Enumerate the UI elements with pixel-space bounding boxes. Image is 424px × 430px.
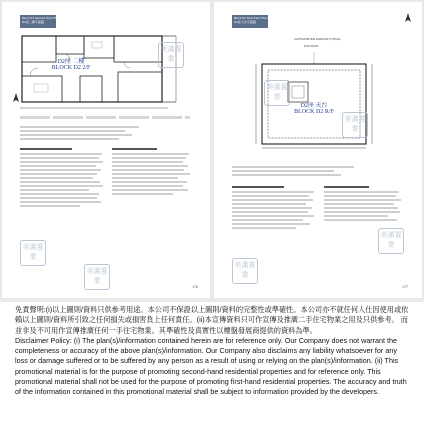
block-label-zh: D2座 二樓 (57, 59, 85, 65)
floor-plan-drawing (20, 32, 180, 112)
watermark-logo (20, 240, 46, 266)
disclaimer-en: Disclaimer Policy: (i) The plan(s)/information contained herein are for reference only. Our Company does not warrant the completeness or accuracy of the above plan(s)/information. Our Company also disclaims any liability whatsoever for any loss or damage suffered or to be suffered by any person as a result of using or relying on the plan(s)/information. (ii) This promotional material is for the purpose of promoting second-hand residential properties and for reference only. This promotional material shall not be used for the purpose of promoting first-hand residential properties. The accuracy and truth of the information contained in this promotional material shall be subject to information provided by the developers. (15, 335, 407, 397)
header-zh: D2座天台平面圖 (234, 20, 256, 24)
notes-column-zh (112, 148, 194, 197)
watermark-logo (264, 80, 290, 106)
page-header (20, 15, 60, 28)
block-label (46, 56, 96, 71)
watermark-logo (84, 264, 110, 290)
header-zh: D2座二樓平面圖 (22, 20, 44, 24)
block-label (286, 100, 342, 115)
watermark-text: 美滿置業 (266, 84, 288, 101)
annotation-flat-roof: FLAT ROOF (304, 45, 319, 48)
page-number: 177 (402, 285, 408, 289)
watermark-text: 美滿置業 (234, 262, 256, 279)
legend-block (232, 166, 402, 180)
disclaimer (15, 305, 411, 398)
disclaimer-zh: 免責聲明:(i)以上圖則/資料只供參考用途。本公司不保證以上圖則/資料的完整性或準確性。本公司亦不就任何人仕因使用或依賴以上圖則/資料所引致之任何損失或損害負上任何責任。(ii)本宣傳資料只可作宣傳及推廣二手住宅物業之用及只供參考。 而並非及不可用作宣傳推廣任何一手住宅物業。其準確性及真實性以樓盤發展商提供的資料為準。 (15, 305, 409, 335)
watermark-text: 美滿置業 (86, 268, 108, 285)
watermark-logo (158, 42, 184, 68)
watermark-text: 美滿置業 (22, 244, 44, 261)
page-number: 176 (192, 285, 198, 289)
north-arrow-icon (402, 12, 414, 24)
notes-column-en (232, 186, 318, 231)
watermark-text: 美滿置業 (344, 116, 366, 133)
left-floor-plan-page (2, 2, 210, 298)
legend-block (20, 126, 190, 144)
north-arrow-icon (10, 92, 22, 104)
plan-notes (20, 116, 190, 119)
watermark-text: 美滿置業 (380, 232, 402, 249)
watermark-text: 美滿置業 (160, 46, 182, 63)
right-floor-plan-page (214, 2, 422, 298)
header-en: Block D2 Roof Floor Plan (234, 16, 268, 20)
block-label-en: BLOCK D2 2/F (51, 65, 91, 71)
notes-column-en (20, 148, 106, 209)
header-en: Block D2 Second Floor Plan (22, 16, 60, 20)
watermark-logo (342, 112, 368, 138)
block-label-en: BLOCK D2 R/F (294, 109, 334, 115)
page-header (232, 15, 268, 28)
watermark-logo (232, 258, 258, 284)
annotation-clothes-drying: CLOTHES DRYING FACILITIES (TYPICAL) (294, 38, 341, 41)
notes-column-zh (324, 186, 406, 223)
block-label-zh: D2座 天台 (300, 103, 328, 109)
watermark-logo (378, 228, 404, 254)
